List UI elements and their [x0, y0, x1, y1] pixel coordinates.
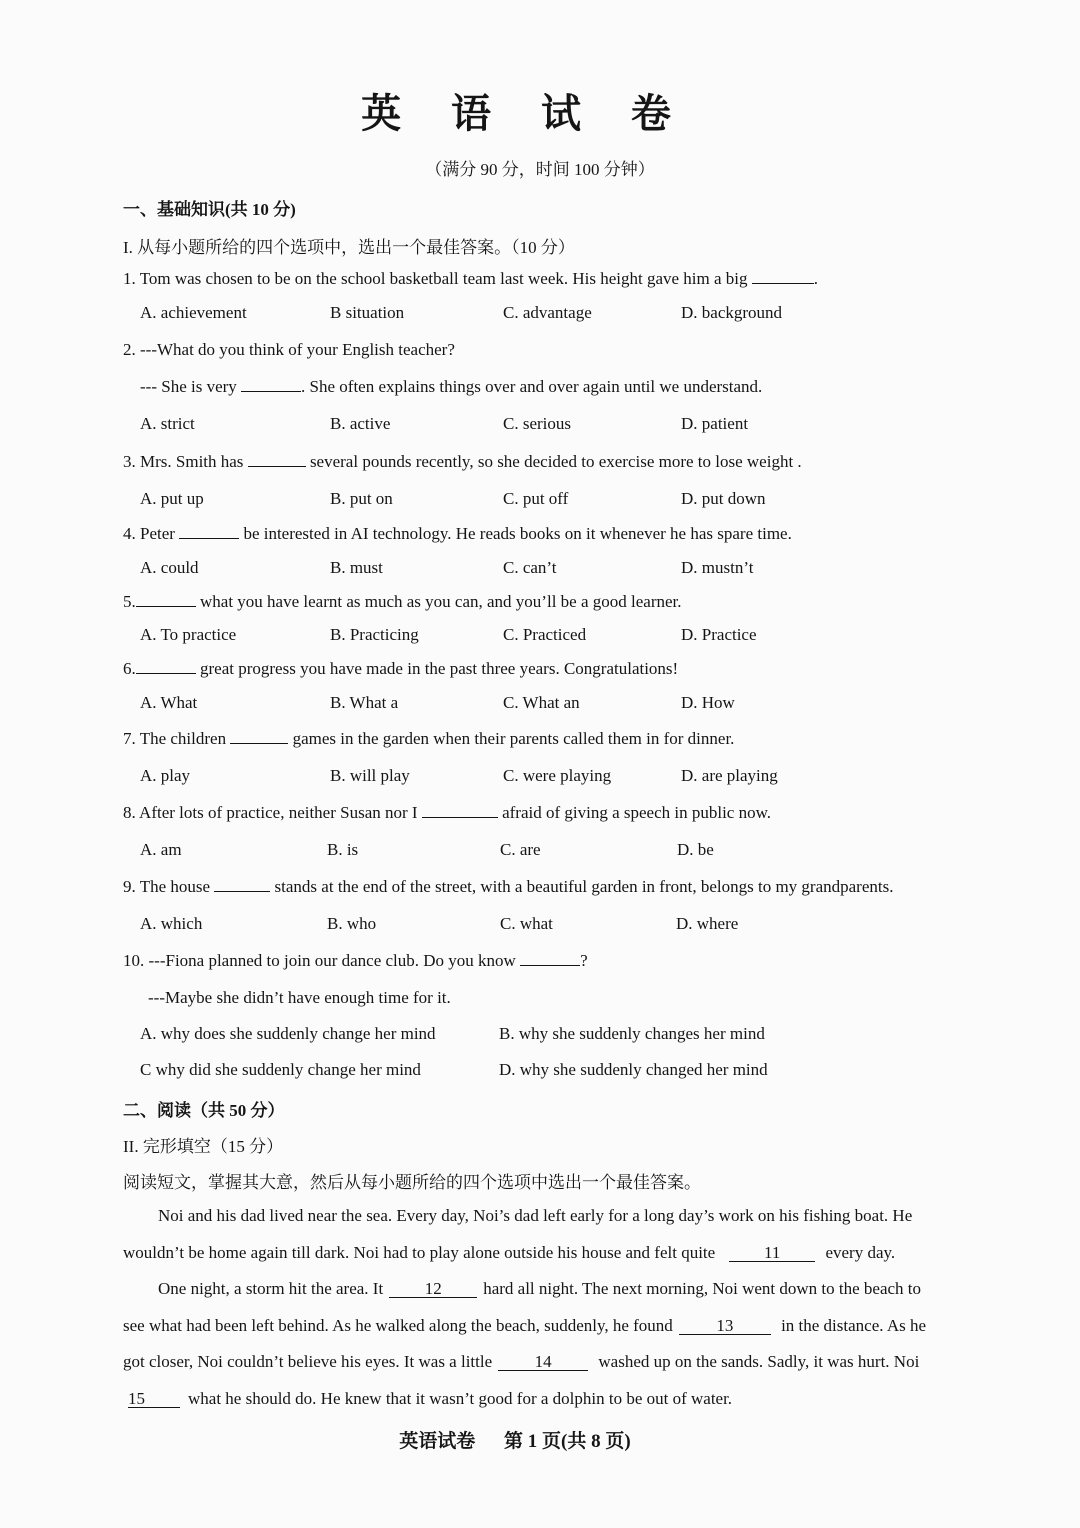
passage-line-1: Noi and his dad lived near the sea. Every day, Noi’s dad left early for a long day’s work on his fishing boat. He: [158, 1206, 913, 1225]
question-10: [123, 951, 588, 971]
passage-text: wouldn’t be home again till dark. Noi had to play alone outside his house and felt quite: [123, 1243, 716, 1262]
question-8: [123, 803, 771, 823]
option-a: A. which: [140, 914, 203, 933]
question-stem: 10. ---Fiona planned to join our dance club. Do you know: [123, 951, 516, 970]
option-c: C. were playing: [503, 766, 612, 785]
passage-line-6: [128, 1389, 963, 1409]
passage-text: One night, a storm hit the area. It: [158, 1279, 384, 1298]
option-b: B. is: [327, 840, 359, 859]
option-d: D. why she suddenly changed her mind: [499, 1060, 768, 1079]
question-stem-end: several pounds recently, so she decided to exercise more to lose weight .: [309, 452, 802, 471]
question-9: [123, 877, 893, 897]
cloze-blank-12: 12: [389, 1281, 477, 1298]
passage-text: hard all night. The next morning, Noi went down to the beach to: [483, 1279, 922, 1298]
answer-blank: [422, 803, 498, 818]
option-c: C. are: [500, 840, 541, 859]
option-d: D. put down: [681, 489, 766, 508]
option-d: D. background: [681, 303, 783, 322]
section-1-heading: 一、基础知识(共 10 分): [123, 200, 296, 219]
option-c: C. can’t: [503, 558, 557, 577]
question-stem: 3. Mrs. Smith has: [123, 452, 244, 471]
question-1: [123, 269, 818, 289]
option-d: D. How: [681, 693, 735, 712]
question-stem: 4. Peter: [123, 524, 175, 543]
question-stem-end: . She often explains things over and over again until we understand.: [301, 377, 763, 396]
question-3: [123, 452, 802, 472]
option-a: A. To practice: [140, 625, 237, 644]
footer-page-number: 第 1 页(共 8 页): [504, 1431, 631, 1452]
question-4: [123, 524, 792, 544]
option-a: A. am: [140, 840, 182, 859]
passage-text: washed up on the sands. Sadly, it was hurt. Noi: [598, 1352, 920, 1371]
cloze-blank-11: 11: [729, 1245, 815, 1262]
option-c: C why did she suddenly change her mind: [140, 1060, 421, 1079]
question-stem: 9. The house: [123, 877, 211, 896]
option-b: B. Practicing: [330, 625, 419, 644]
option-c: C. what: [500, 914, 553, 933]
option-b: B. active: [330, 414, 391, 433]
option-a: A. could: [140, 558, 199, 577]
question-stem: --- She is very: [140, 377, 237, 396]
option-b: B. put on: [330, 489, 393, 508]
option-c: C. advantage: [503, 303, 592, 322]
passage-text: got closer, Noi couldn’t believe his eyes. It was a little: [123, 1352, 493, 1371]
question-stem-end: what you have learnt as much as you can, and you’ll be a good learner.: [200, 592, 682, 611]
passage-text: what he should do. He knew that it wasn’t good for a dolphin to be out of water.: [188, 1389, 733, 1408]
option-b: B. why she suddenly changes her mind: [499, 1024, 765, 1043]
question-10-reply: ---Maybe she didn’t have enough time for it.: [148, 988, 451, 1007]
option-a: A. What: [140, 693, 198, 712]
option-c: C. What an: [503, 693, 580, 712]
answer-blank: [136, 659, 196, 674]
option-d: D. mustn’t: [681, 558, 754, 577]
passage-line-4: [123, 1316, 958, 1336]
answer-blank: [136, 592, 196, 607]
question-stem-end: great progress you have made in the past three years. Congratulations!: [200, 659, 679, 678]
option-b: B. must: [330, 558, 383, 577]
part-1-instruction: I. 从每小题所给的四个选项中，选出一个最佳答案。（10 分）: [123, 238, 575, 257]
question-stem-end: afraid of giving a speech in public now.: [502, 803, 772, 822]
option-d: D. patient: [681, 414, 749, 433]
footer-exam-name: 英语试卷: [399, 1431, 476, 1452]
question-stem-end: games in the garden when their parents called them in for dinner.: [292, 729, 735, 748]
question-stem: 8. After lots of practice, neither Susan nor I: [123, 803, 418, 822]
option-c: C. put off: [503, 489, 569, 508]
answer-blank: [241, 377, 301, 392]
answer-blank: [520, 951, 580, 966]
question-2: 2. ---What do you think of your English teacher?: [123, 340, 455, 359]
page-footer: [0, 1426, 1030, 1453]
option-a: A. play: [140, 766, 191, 785]
passage-text: in the distance. As he: [781, 1316, 927, 1335]
answer-blank: [230, 729, 288, 744]
option-d: D. where: [676, 914, 739, 933]
option-a: A. put up: [140, 489, 204, 508]
option-d: D. Practice: [681, 625, 757, 644]
cloze-blank-15: 15: [128, 1391, 180, 1408]
option-a: A. why does she suddenly change her mind: [140, 1024, 436, 1043]
page-title: 英 语 试 卷: [361, 90, 689, 137]
question-stem: 6.: [123, 659, 136, 678]
option-b: B. who: [327, 914, 377, 933]
passage-line-5: [123, 1352, 958, 1372]
question-7: [123, 729, 734, 749]
question-stem-end: ?: [580, 951, 588, 970]
cloze-blank-13: 13: [679, 1318, 771, 1335]
answer-blank: [179, 524, 239, 539]
option-c: C. Practiced: [503, 625, 587, 644]
question-stem: 1. Tom was chosen to be on the school basketball team last week. His height gave him a big: [123, 269, 748, 288]
option-b: B. will play: [330, 766, 410, 785]
cloze-blank-14: 14: [498, 1354, 588, 1371]
question-stem-end: stands at the end of the street, with a beautiful garden in front, belongs to my grandparents.: [274, 877, 894, 896]
option-a: A. strict: [140, 414, 195, 433]
answer-blank: [248, 452, 306, 467]
question-stem: 5.: [123, 592, 136, 611]
question-stem-end: .: [813, 269, 819, 288]
passage-line-2: [123, 1243, 958, 1263]
part-2-heading: II. 完形填空（15 分）: [123, 1137, 284, 1156]
question-stem: 7. The children: [123, 729, 227, 748]
question-stem-end: be interested in AI technology. He reads books on it whenever he has spare time.: [243, 524, 792, 543]
option-a: A. achievement: [140, 303, 247, 322]
part-2-instruction: 阅读短文，掌握其大意，然后从每小题所给的四个选项中选出一个最佳答案。: [123, 1173, 701, 1192]
section-2-heading: 二、阅读（共 50 分）: [123, 1101, 285, 1120]
option-d: D. are playing: [681, 766, 778, 785]
option-c: C. serious: [503, 414, 571, 433]
exam-subtitle: （满分 90 分，时间 100 分钟）: [425, 160, 655, 179]
passage-line-3: [158, 1279, 993, 1299]
answer-blank: [214, 877, 270, 892]
passage-text: see what had been left behind. As he walked along the beach, suddenly, he found: [123, 1316, 673, 1335]
answer-blank: [752, 269, 814, 284]
option-d: D. be: [677, 840, 714, 859]
question-6: [123, 659, 678, 679]
option-b: B. What a: [330, 693, 399, 712]
question-2-reply: [140, 377, 762, 397]
passage-text: every day.: [825, 1243, 896, 1262]
option-b: B situation: [330, 303, 405, 322]
question-5: [123, 592, 682, 612]
